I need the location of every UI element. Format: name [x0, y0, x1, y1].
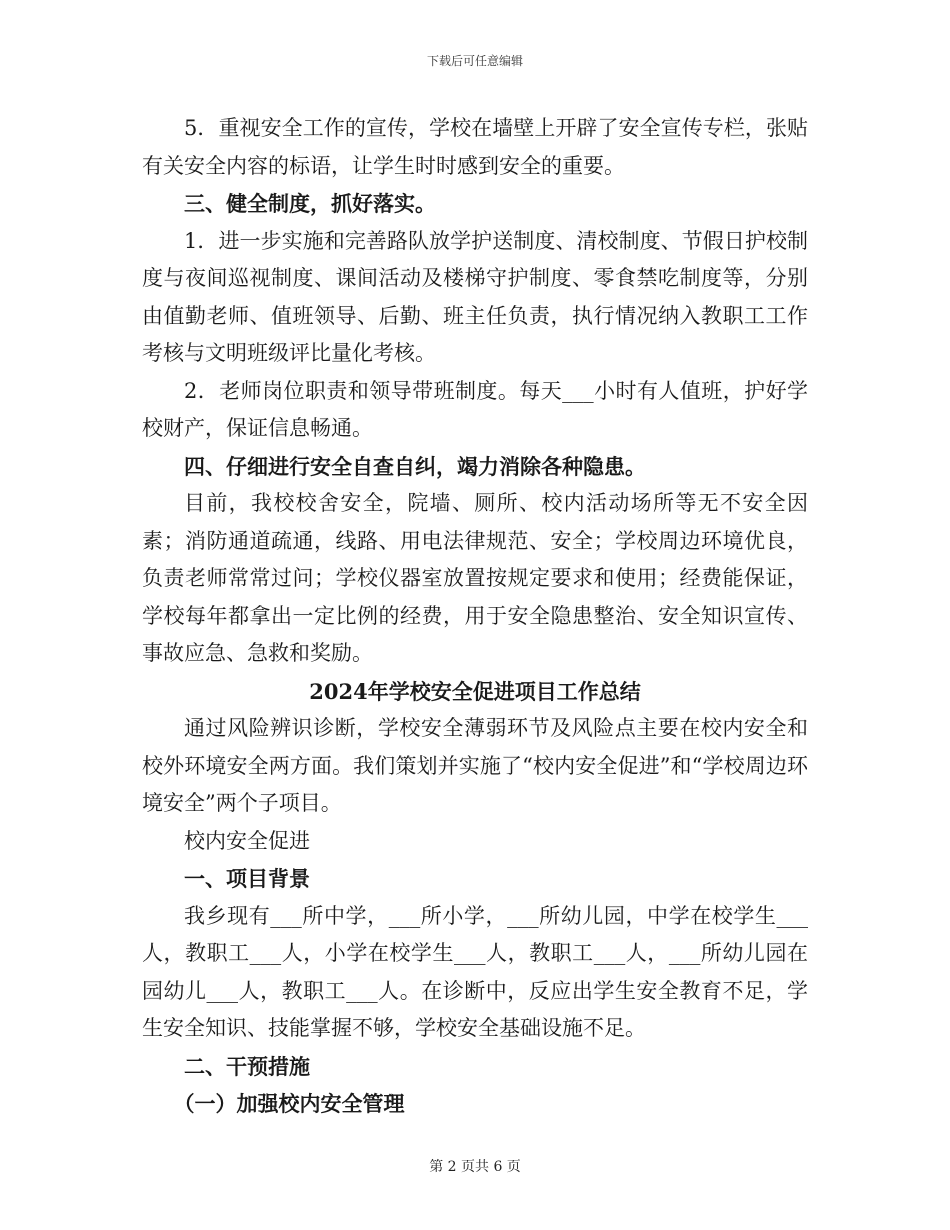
document-body — [142, 110, 808, 1123]
subsection-heading-1: （一）加强校内安全管理 — [173, 1091, 405, 1116]
paragraph-self-check: 目前，我校校舍安全，院墙、厕所、校内活动场所等无不安全因素；消防通道疏通，线路、用电法律规范、安全；学校周边环境优良，负责老师常常过问；学校仪器室放置按规定要求和使用；经费能保证，学校每年都拿出一定比例的经费，用于安全隐患整治、安全知识宣传、事故应急、急救和奖励。 — [142, 491, 808, 665]
document-title: 2024年学校安全促进项目工作总结 — [309, 678, 641, 704]
subproject-label: 校内安全促进 — [184, 828, 310, 853]
paragraph-intro: 通过风险辨识诊断，学校安全薄弱环节及风险点主要在校内安全和校外环境安全两方面。我们策划并实施了“校内安全促进”和“学校周边环境安全”两个子项目。 — [142, 716, 808, 815]
paragraph-5-publicity: 5．重视安全工作的宣传，学校在墙壁上开辟了安全宣传专栏，张贴有关安全内容的标语，让学生时时感到安全的重要。 — [142, 116, 808, 178]
page-header: 下载后可任意编辑 — [426, 54, 523, 68]
page-footer: 第 2 页共 6 页 — [429, 1159, 521, 1175]
paragraph-2-duty: 2．老师岗位职责和领导带班制度。每天___小时有人值班，护好学校财产，保证信息畅通。 — [142, 378, 808, 440]
paragraph-background: 我乡现有___所中学，___所小学，___所幼儿园，中学在校学生___人，教职工___人，小学在校学生___人，教职工___人，___所幼儿园在园幼儿___人，教职工___人。在诊断中，反应出学生安全教育不足，学生安全知识、技能掌握不够，学校安全基础设施不足。 — [142, 903, 808, 1040]
section-heading-intervention: 二、干预措施 — [184, 1053, 310, 1079]
paragraph-1-systems: 1．进一步实施和完善路队放学护送制度、清校制度、节假日护校制度与夜间巡视制度、课间活动及楼梯守护制度、零食禁吃制度等，分别由值勤老师、值班领导、后勤、班主任负责，执行情况纳入教职工工作考核与文明班级评比量化考核。 — [142, 228, 808, 365]
section-heading-4: 四、仔细进行安全自查自纠，竭力消除各种隐患。 — [184, 453, 646, 479]
section-heading-background: 一、项目背景 — [184, 866, 310, 891]
section-heading-3: 三、健全制度，抓好落实。 — [184, 191, 436, 216]
